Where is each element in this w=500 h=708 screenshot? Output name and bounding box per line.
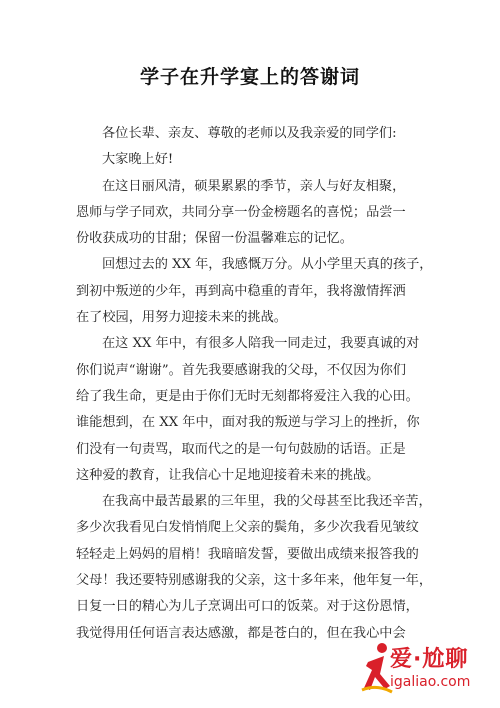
watermark-logo	[360, 640, 495, 700]
paragraph-line: 各位长辈、亲友、尊敬的老师以及我亲爱的同学们:	[102, 126, 397, 141]
paragraph-line: 轻轻走上妈妈的眉梢！我暗暗发誓，要做出成绩来报答我的	[76, 546, 419, 562]
paragraph-line: 你们说声“谢谢”。首先我要感谢我的父母，不仅因为你们	[76, 362, 406, 378]
paragraph-line: 多少次我看见白发悄悄爬上父亲的鬓角，多少次我看见皱纹	[76, 520, 419, 536]
paragraph-line: 在我高中最苦最累的三年里，我的父母甚至比我还辛苦，	[102, 494, 432, 510]
paragraph-line: 在这日丽风清，硕果累累的季节，亲人与好友相聚，	[102, 178, 406, 194]
paragraph-line: 们没有一句责骂，取而代之的是一句句鼓励的话语。正是	[76, 441, 406, 457]
paragraph-line: 这种爱的教育，让我信心十足地迎接着未来的挑战。	[76, 467, 380, 483]
paragraph-line: 谁能想到，在 XX 年中，面对我的叛逆与学习上的挫折，你	[76, 415, 420, 431]
paragraph-line: 日复一日的精心为儿子烹调出可口的饭菜。对于这份恩情，	[76, 599, 419, 615]
running-figure-icon	[360, 640, 394, 696]
paragraph-line: 父母！我还要特别感谢我的父亲，这十多年来，他年复一年，	[76, 573, 433, 589]
paragraph-line: 在这 XX 年中，有很多人陪我一同走过，我要真诚的对	[102, 336, 420, 352]
paragraph-line: 大家晚上好!	[102, 152, 174, 168]
paragraph-line: 在了校园，用努力迎接未来的挑战。	[76, 310, 287, 326]
paragraph-line: 到初中叛逆的少年，再到高中稳重的青年，我将激情挥洒	[76, 283, 406, 299]
document-body	[76, 121, 432, 647]
paragraph-line: 我觉得用任何语言表达感激，都是苍白的，但在我心中会	[76, 625, 406, 641]
document-title: 学子在升学宴上的答谢词	[139, 66, 360, 88]
watermark-url: igaliao.com	[390, 674, 471, 690]
watermark-brand: 爱·尬聊	[390, 647, 469, 672]
paragraph-line: 给了我生命，更是由于你们无时无刻都将爱注入我的心田。	[76, 388, 419, 404]
paragraph-line: 恩师与学子同欢，共同分享一份金榜题名的喜悦；品尝一	[76, 204, 406, 220]
paragraph-line: 份收获成功的甘甜；保留一份温馨难忘的记忆。	[76, 231, 353, 247]
paragraph-line: 回想过去的 XX 年，我感慨万分。从小学里天真的孩子，	[102, 257, 433, 273]
